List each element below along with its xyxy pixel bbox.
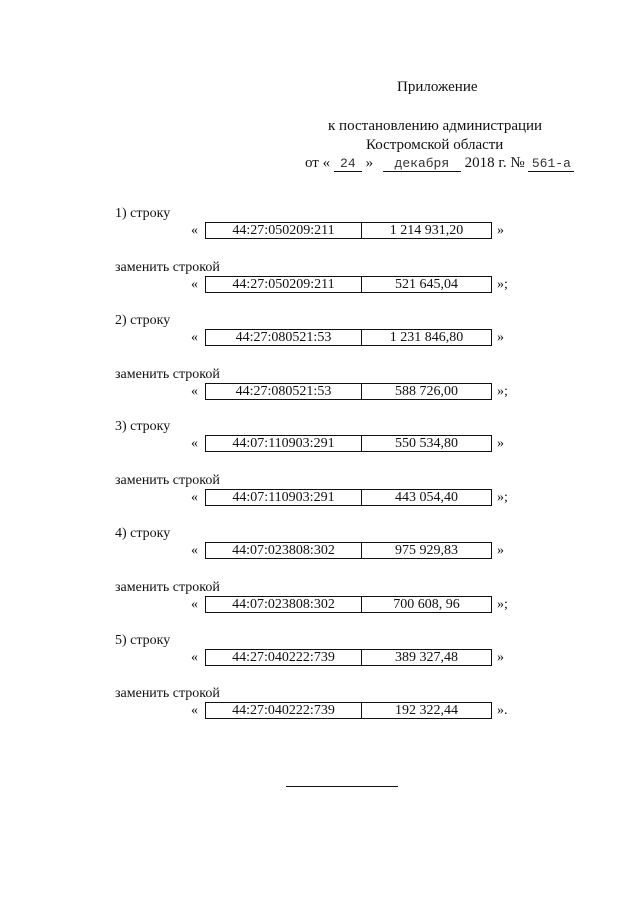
cadastral-value-cell: 588 726,00	[361, 383, 492, 400]
cadastral-number-cell: 44:27:040222:739	[205, 649, 362, 666]
entry-label: 4) строку	[115, 526, 171, 541]
entry-label: 1) строку	[115, 206, 171, 221]
entry-label: 5) строку	[115, 633, 171, 648]
decree-reference: к постановлению администрации	[328, 118, 543, 134]
entry-label: 2) строку	[115, 313, 171, 328]
cadastral-value-cell: 389 327,48	[361, 649, 492, 666]
decree-number: 561-а	[528, 156, 574, 172]
replace-label: заменить строкой	[115, 686, 220, 701]
replace-label: заменить строкой	[115, 580, 220, 595]
row-close-quote: »;	[497, 490, 508, 505]
row-open-quote: «	[191, 330, 198, 345]
row-open-quote: «	[191, 223, 198, 238]
cadastral-number-cell: 44:27:050209:211	[205, 276, 362, 293]
replace-label: заменить строкой	[115, 260, 220, 275]
end-of-document-line	[286, 786, 398, 787]
date-day: 24	[334, 156, 362, 172]
replace-label: заменить строкой	[115, 473, 220, 488]
cadastral-number-cell: 44:07:023808:302	[205, 542, 362, 559]
cadastral-number-cell: 44:27:050209:211	[205, 222, 362, 239]
row-open-quote: «	[191, 277, 198, 292]
cadastral-value-cell: 443 054,40	[361, 489, 492, 506]
cadastral-value-cell: 550 534,80	[361, 435, 492, 452]
date-month: декабря	[383, 156, 461, 172]
cadastral-value-cell: 1 214 931,20	[361, 222, 492, 239]
date-year: 2018 г. №	[464, 155, 525, 171]
decree-date-line	[305, 155, 574, 172]
row-close-quote: »	[497, 436, 504, 451]
cadastral-value-cell: 975 929,83	[361, 542, 492, 559]
row-open-quote: «	[191, 543, 198, 558]
row-close-quote: »;	[497, 597, 508, 612]
row-open-quote: «	[191, 490, 198, 505]
row-close-quote: »	[497, 330, 504, 345]
cadastral-number-cell: 44:27:080521:53	[205, 329, 362, 346]
row-open-quote: «	[191, 384, 198, 399]
row-close-quote: ».	[497, 703, 508, 718]
row-open-quote: «	[191, 597, 198, 612]
appendix-title: Приложение	[397, 79, 478, 95]
cadastral-number-cell: 44:07:110903:291	[205, 435, 362, 452]
cadastral-number-cell: 44:07:023808:302	[205, 596, 362, 613]
region-name: Костромской области	[366, 137, 504, 153]
row-close-quote: »	[497, 650, 504, 665]
cadastral-value-cell: 521 645,04	[361, 276, 492, 293]
date-day-close: »	[365, 155, 374, 171]
row-close-quote: »	[497, 223, 504, 238]
row-close-quote: »;	[497, 384, 508, 399]
cadastral-value-cell: 700 608, 96	[361, 596, 492, 613]
row-open-quote: «	[191, 650, 198, 665]
cadastral-number-cell: 44:27:080521:53	[205, 383, 362, 400]
cadastral-value-cell: 1 231 846,80	[361, 329, 492, 346]
date-prefix: от «	[305, 155, 331, 171]
row-open-quote: «	[191, 703, 198, 718]
entry-label: 3) строку	[115, 419, 171, 434]
row-close-quote: »;	[497, 277, 508, 292]
cadastral-number-cell: 44:07:110903:291	[205, 489, 362, 506]
cadastral-value-cell: 192 322,44	[361, 702, 492, 719]
row-open-quote: «	[191, 436, 198, 451]
cadastral-number-cell: 44:27:040222:739	[205, 702, 362, 719]
replace-label: заменить строкой	[115, 367, 220, 382]
row-close-quote: »	[497, 543, 504, 558]
